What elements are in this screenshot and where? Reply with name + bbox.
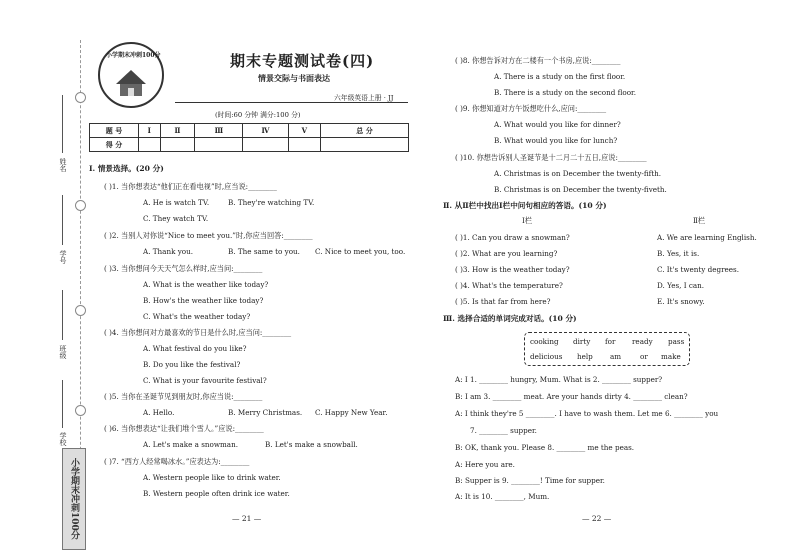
option: B. There is a study on the second floor. [494, 88, 636, 97]
word-bank-word: ready [632, 337, 653, 346]
dialogue-line: 7. ________ supper. [470, 426, 537, 435]
option: B. What would you like for lunch? [494, 136, 618, 145]
option: A. What festival do you like? [143, 344, 247, 353]
score-cell: Ⅳ [243, 124, 288, 138]
option: B. Merry Christmas. [228, 408, 303, 417]
match-answer: D. Yes, I can. [657, 281, 705, 290]
option: A. Hello. [143, 408, 175, 417]
question-10: ( )10. 你想告诉别人圣诞节是十二月二十五日,应说:________ [455, 153, 647, 162]
student-id-label: 学号 [59, 250, 67, 264]
logo-text: 小学期末冲刺100分 [106, 52, 161, 59]
score-cell: Ⅰ [139, 124, 161, 138]
student-id-line [62, 195, 63, 245]
word-bank-word: for [605, 337, 616, 346]
match-question: ( )2. What are you learning? [455, 249, 558, 258]
dialogue-line: B: I am 3. ________ meat. Are your hands dirty 4. ________ clean? [455, 392, 688, 401]
punch-hole [75, 405, 86, 416]
match-question: ( )4. What's the temperature? [455, 281, 563, 290]
grade-label: 六年级英语上册 · JJ [334, 94, 394, 102]
cut-line [80, 40, 81, 510]
page-title: 期末专题测试卷(四) [230, 52, 375, 70]
score-input-cell[interactable] [288, 138, 320, 152]
option: A. Western people like to drink water. [143, 473, 281, 482]
question-7: ( )7. “西方人经常喝冰水。”应表达为:________ [104, 457, 250, 466]
match-question: ( )5. Is that far from here? [455, 297, 551, 306]
match-answer: B. Yes, it is. [657, 249, 700, 258]
option: C. They watch TV. [143, 214, 209, 223]
name-line [62, 95, 63, 153]
option: A. What is the weather like today? [143, 280, 269, 289]
score-table [89, 123, 409, 152]
option: C. What's the weather today? [143, 312, 251, 321]
question-4: ( )4. 当你想问对方最喜欢的节日是什么时,应当问:________ [104, 328, 292, 337]
section-1-heading: Ⅰ. 情景选择。(20 分) [89, 164, 164, 173]
option: A. What would you like for dinner? [494, 120, 621, 129]
punch-hole [75, 92, 86, 103]
page-number-left: — 21 — [232, 514, 262, 523]
dialogue-line: B: OK, thank you. Please 8. ________ me the peas. [455, 443, 635, 452]
match-question: ( )1. Can you draw a snowman? [455, 233, 570, 242]
score-value-row [90, 138, 409, 152]
option: A. There is a study on the first floor. [494, 72, 626, 81]
score-input-cell[interactable] [160, 138, 195, 152]
match-answer: E. It's snowy. [657, 297, 705, 306]
section-2-heading: Ⅱ. 从Ⅱ栏中找出Ⅰ栏中问句相应的答语。(10 分) [443, 201, 607, 210]
match-answer: A. We are learning English. [657, 233, 757, 242]
dialogue-line: A: It is 10. ________, Mum. [455, 492, 550, 501]
dialogue-line: B: Supper is 9. ________! Time for supper. [455, 476, 605, 485]
word-bank-word: delicious [530, 352, 563, 361]
word-bank-word: cooking [530, 337, 559, 346]
score-cell: Ⅲ [195, 124, 243, 138]
option: A. Thank you. [143, 247, 194, 256]
option: B. Christmas is on December the twenty-fiveth. [494, 185, 667, 194]
name-label: 姓名 [59, 158, 67, 172]
word-bank-word: pass [668, 337, 685, 346]
option: B. They're watching TV. [228, 198, 315, 207]
word-bank-word: help [577, 352, 593, 361]
page-subtitle: 情景交际与书面表达 [258, 73, 330, 83]
score-input-cell[interactable] [243, 138, 288, 152]
school-label: 学校 [59, 432, 67, 446]
binding-strip [0, 0, 92, 560]
option: B. The same to you. [228, 247, 300, 256]
match-question: ( )3. How is the weather today? [455, 265, 570, 274]
score-input-cell[interactable] [139, 138, 161, 152]
score-input-cell[interactable] [321, 138, 409, 152]
question-5: ( )5. 当你在圣诞节见到朋友时,你应当说:________ [104, 392, 263, 401]
punch-hole [75, 200, 86, 211]
time-score-info: (时间:60 分钟 满分:100 分) [215, 111, 301, 119]
option: B. Western people often drink ice water. [143, 489, 290, 498]
page-number-right: — 22 — [582, 514, 612, 523]
word-bank [524, 332, 690, 366]
question-9: ( )9. 你想知道对方午饭想吃什么,应问:________ [455, 104, 607, 113]
side-banner: 小学期末冲刺100分 [62, 448, 86, 550]
word-bank-word: am [610, 352, 622, 361]
match-answer: C. It's twenty degrees. [657, 265, 740, 274]
dialogue-line: A: I think they're 5 ________. I have to wash them. Let me 6. ________ you [455, 409, 719, 418]
section-3-heading: Ⅲ. 选择合适的单词完成对话。(10 分) [443, 314, 577, 323]
option: B. Do you like the festival? [143, 360, 241, 369]
dialogue-line: A: Here you are. [455, 460, 515, 469]
score-cell: 得 分 [90, 138, 139, 152]
word-bank-word: make [661, 352, 681, 361]
score-input-cell[interactable] [195, 138, 243, 152]
score-cell: Ⅱ [160, 124, 195, 138]
question-1: ( )1. 当你想表达“他们正在看电视”时,应当说:________ [104, 182, 277, 191]
header-rule [175, 102, 408, 103]
question-2: ( )2. 当别人对你说“Nice to meet you.”时,你应当回答:________ [104, 231, 313, 240]
score-header-row [90, 124, 409, 138]
question-8: ( )8. 你想告诉对方在二楼有一个书房,应说:________ [455, 56, 621, 65]
score-cell: 题 号 [90, 124, 139, 138]
question-6: ( )6. 当你想表达“让我们堆个雪人。”应说:________ [104, 424, 264, 433]
score-cell: Ⅴ [288, 124, 320, 138]
class-line [62, 290, 63, 340]
column-1-header: Ⅰ栏 [522, 216, 533, 225]
class-label: 班级 [59, 345, 67, 359]
option: C. Nice to meet you, too. [315, 247, 406, 256]
option: A. Let's make a snowman. [143, 440, 238, 449]
punch-hole [75, 305, 86, 316]
option: C. Happy New Year. [315, 408, 388, 417]
word-bank-word: or [640, 352, 648, 361]
score-cell: 总 分 [321, 124, 409, 138]
word-bank-word: dirty [573, 337, 591, 346]
option: C. What is your favourite festival? [143, 376, 267, 385]
option: B. How's the weather like today? [143, 296, 264, 305]
question-3: ( )3. 当你想问今天天气怎么样时,应当问:________ [104, 264, 263, 273]
school-line [62, 380, 63, 428]
option: A. Christmas is on December the twenty-fifth. [494, 169, 662, 178]
dialogue-line: A: I 1. ________ hungry, Mum. What is 2. ________ supper? [455, 375, 663, 384]
option: A. He is watch TV. [143, 198, 210, 207]
series-logo [98, 42, 164, 108]
column-2-header: Ⅱ栏 [693, 216, 706, 225]
option: B. Let's make a snowball. [265, 440, 358, 449]
